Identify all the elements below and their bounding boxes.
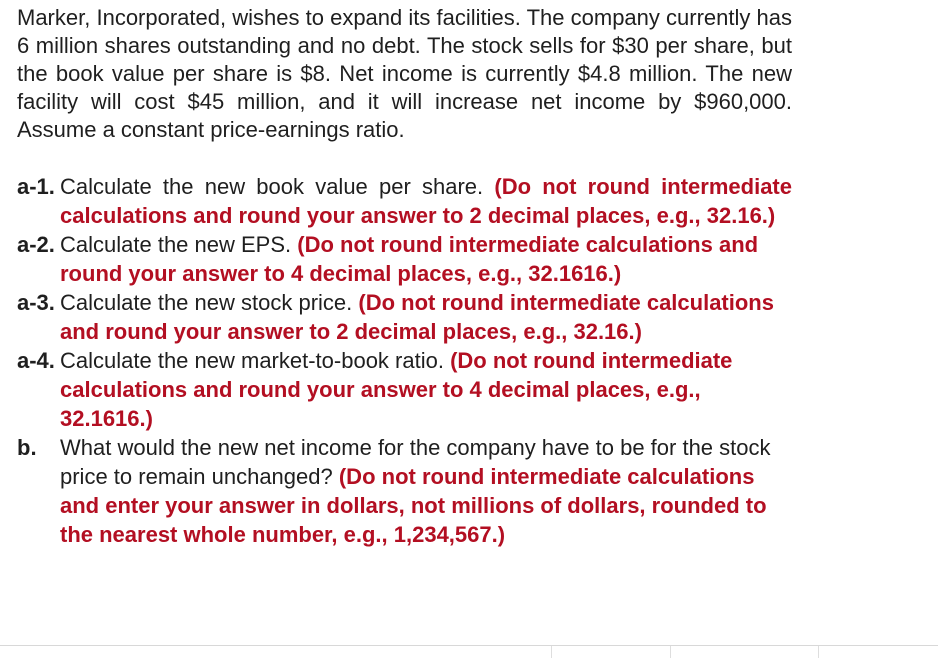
rounding-note: (Do not round intermediate calculations and enter your answer in dollars, not millions of dollars, rounded to the nearest whole number, e.g., 1,234,567.) xyxy=(60,464,767,547)
question-text: Calculate the new market-to-book ratio. xyxy=(60,348,444,373)
question-id: a-1. xyxy=(17,174,55,199)
question-a3 xyxy=(17,288,792,346)
question-text: What would the new net income for the company have to be for the stock price to remain unchanged? xyxy=(60,435,771,489)
question-a2 xyxy=(17,230,792,288)
question-id: a-4. xyxy=(17,348,55,373)
divider xyxy=(818,646,819,658)
question-id: a-2. xyxy=(17,232,55,257)
question-a1 xyxy=(17,172,792,230)
problem-document xyxy=(17,4,792,549)
rounding-note: (Do not round intermediate calculations and round your answer to 2 decimal places, e.g., 32.16.) xyxy=(60,174,792,228)
question-text: Calculate the new book value per share. xyxy=(60,174,484,199)
question-a4 xyxy=(17,346,792,433)
question-id: b. xyxy=(17,435,37,460)
question-id: a-3. xyxy=(17,290,55,315)
question-b xyxy=(17,433,792,549)
rounding-note: (Do not round intermediate calculations and round your answer to 4 decimal places, e.g., 32.1616.) xyxy=(60,348,733,431)
problem-intro: Marker, Incorporated, wishes to expand its facilities. The company currently has 6 million shares outstanding and no debt. The stock sells for $30 per share, but the book value per share is $8. Net income is currently $4.8 million. The new facility will cost $45 million, and it will increase net income by $960,000. Assume a constant price-earnings ratio. xyxy=(17,5,792,142)
rounding-note: (Do not round intermediate calculations and round your answer to 4 decimal places, e.g., 32.1616.) xyxy=(60,232,759,286)
divider xyxy=(0,645,938,646)
rounding-note: (Do not round intermediate calculations and round your answer to 2 decimal places, e.g., 32.16.) xyxy=(60,290,774,344)
question-text: Calculate the new EPS. xyxy=(60,232,292,257)
divider xyxy=(551,646,552,658)
question-list xyxy=(17,172,792,549)
divider xyxy=(670,646,671,658)
question-text: Calculate the new stock price. xyxy=(60,290,353,315)
